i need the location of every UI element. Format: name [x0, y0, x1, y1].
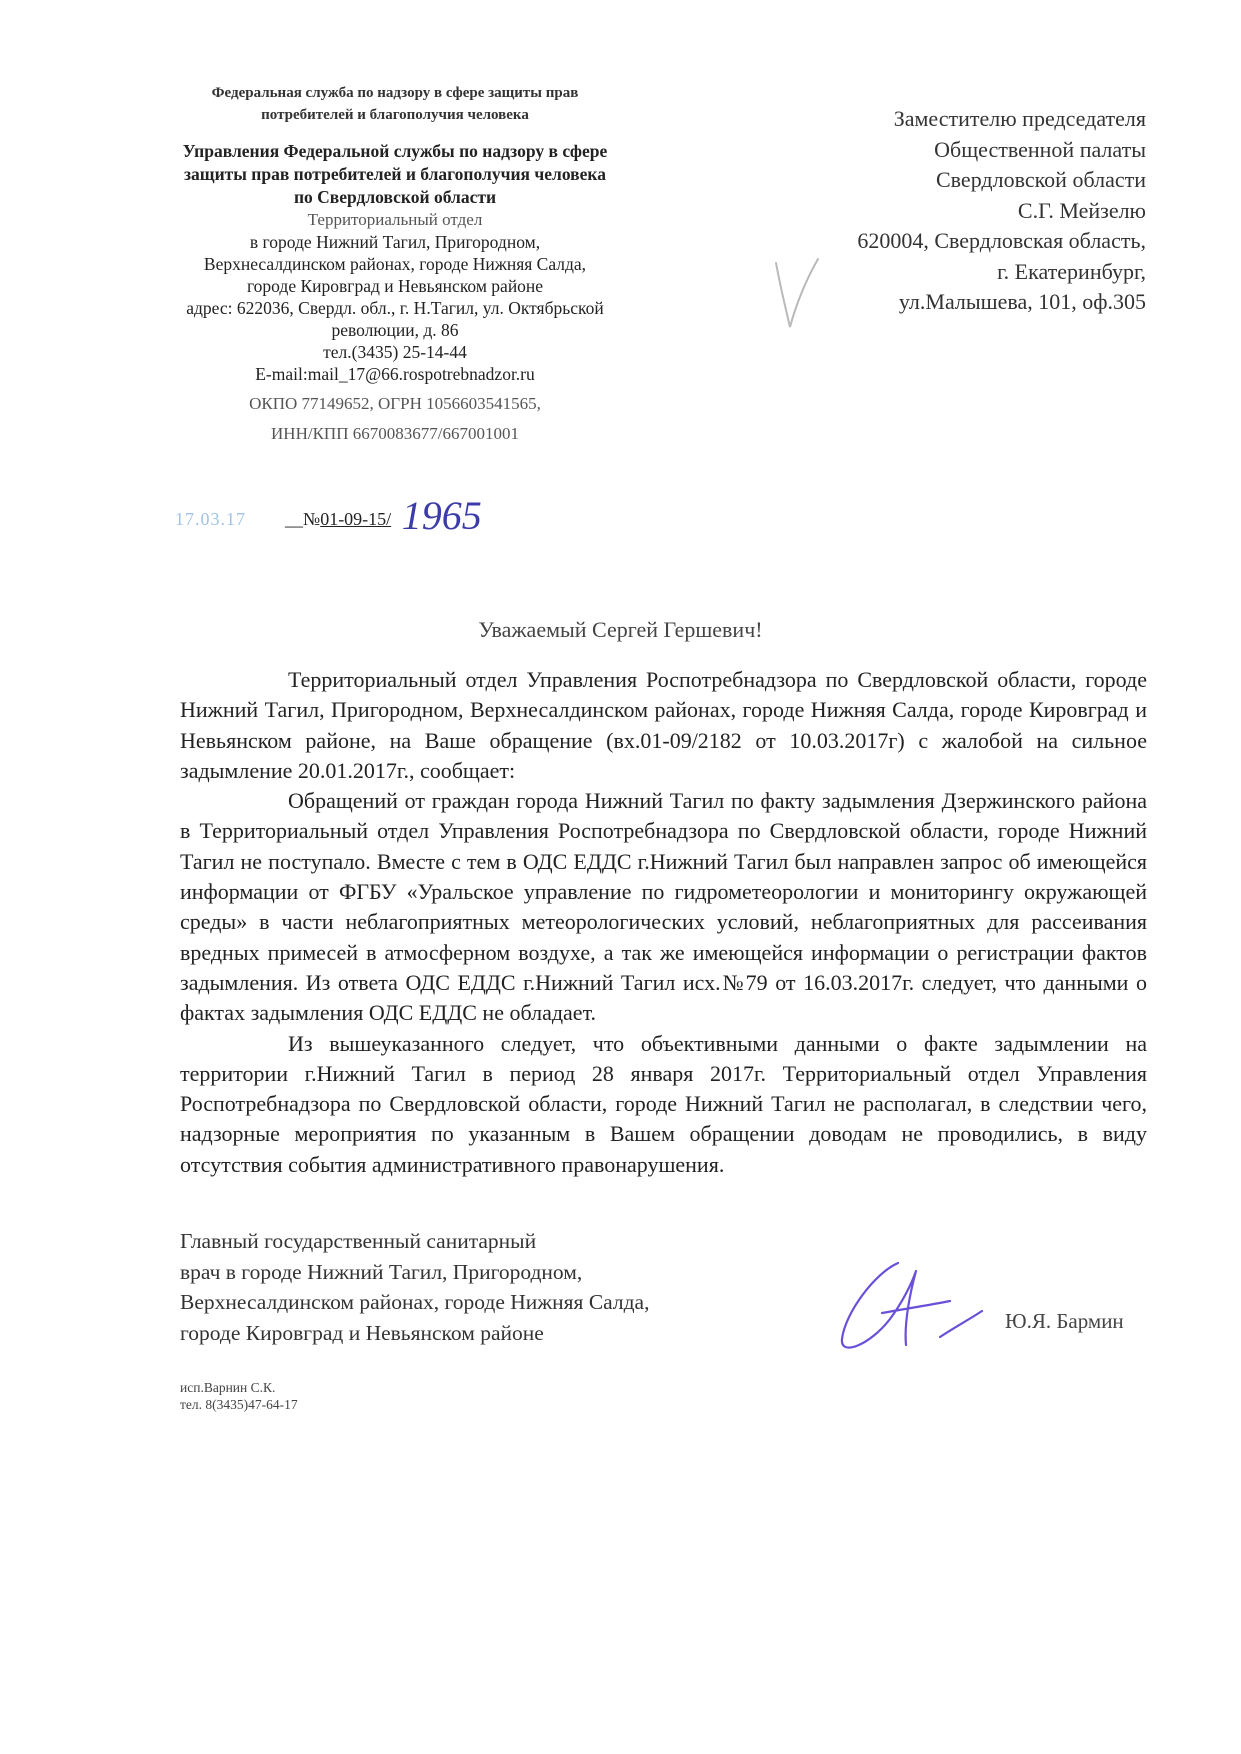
recipient-block: [857, 104, 1146, 318]
executor-info: [180, 1379, 298, 1413]
recipient-line7: ул.Малышева, 101, оф.305: [898, 289, 1146, 314]
signatory-title-line1: Главный государственный санитарный: [180, 1229, 537, 1253]
paragraph-2: Обращений от граждан города Нижний Тагил по факту задымления Дзержинского района в Территориальный отдел Управления Роспотребнадзора по Свердловской области, городе Нижний Тагил не поступало. Вместе с тем в ОДС ЕДДС г.Нижний Тагил был направлен запрос об имеющейся информации от ФГБУ «Уральское управление по гидрометеорологии и мониторингу окружающей среды» в части неблагоприятных метеорологических условий, неблагоприятных для рассеивания вредных примесей в атмосферном воздухе, а так же имеющейся информации о регистрации фактов задымления. Из ответа ОДС ЕДДС г.Нижний Тагил исх.№79 от 16.03.2017г. следует, что данными о фактах задымления ОДС ЕДДС не обладает.: [180, 788, 1147, 1026]
recipient-line5: 620004, Свердловская область,: [857, 228, 1146, 253]
phone: тел.(3435) 25-14-44: [323, 342, 467, 362]
registration-line: [175, 488, 482, 538]
okpo-ogrn: ОКПО 77149652, ОГРН 1056603541565,: [249, 394, 541, 413]
greeting: Уважаемый Сергей Гершевич!: [478, 617, 763, 642]
handwritten-number: 1965: [401, 493, 482, 538]
recipient-line4: С.Г. Мейзелю: [1017, 197, 1146, 223]
outgoing-number: 01-09-15/: [320, 509, 392, 529]
inn-kpp: ИНН/КПП 6670083677/667001001: [271, 424, 519, 443]
signer-name: Ю.Я. Бармин: [1005, 1309, 1124, 1333]
date-stamp: 17.03.17: [175, 509, 246, 529]
address-line1: адрес: 622036, Свердл. обл., г. Н.Тагил, ул. Октябрьской: [186, 298, 604, 318]
agency-name: [130, 140, 660, 209]
recipient-line3: Свердловской области: [936, 167, 1146, 192]
dept-line3: Верхнесалдинском районах, городе Нижняя Салда,: [203, 254, 587, 274]
handwritten-signature: [820, 1253, 990, 1363]
address-line2: революции, д. 86: [331, 320, 459, 340]
letter-body: [180, 665, 1147, 1180]
dept-line1: Территориальный отдел: [307, 210, 483, 229]
dept-line2: в городе Нижний Тагил, Пригородном,: [249, 232, 541, 252]
number-prefix: __№: [285, 509, 321, 529]
executor-phone: тел. 8(3435)47-64-17: [180, 1397, 298, 1412]
paragraph-3: Из вышеуказанного следует, что объективными данными о факте задымлении на территории г.Нижний Тагил в период 28 января 2017г. Территориальный отдел Управления Роспотребнадзора по Свердловской области, городе Нижний Тагил не располагал, в следствии чего, надзорные мероприятия по указанным в Вашем обращении доводам не проводились, в виду отсутствия события административного правонарушения.: [180, 1030, 1147, 1177]
signatory-title-line2: врач в городе Нижний Тагил, Пригородном,: [180, 1259, 583, 1284]
sender-block: [130, 82, 660, 445]
check-mark-icon: [772, 255, 822, 335]
paragraph-1: Территориальный отдел Управления Роспотребнадзора по Свердловской области, городе Нижний Тагил, Пригородном, Верхнесалдинском районах, городе Нижняя Салда, городе Кировград и Невьянском районе, на Ваше обращение (вх.01-09/2182 от 10.03.2017г) с жалобой на сильное задымление 20.01.2017г., сообщает:: [180, 667, 1147, 783]
signatory-title: [180, 1226, 649, 1348]
recipient-line1: Заместителю председателя: [893, 106, 1146, 131]
signatory-title-line3: Верхнесалдинском районах, городе Нижняя Салда,: [180, 1290, 650, 1314]
executor-name: исп.Варнин С.К.: [180, 1380, 276, 1395]
dept-line4: городе Кировград и Невьянском районе: [246, 276, 544, 296]
service-name-line1: Федеральная служба по надзору в сфере защиты прав: [211, 85, 579, 101]
email: E-mail:mail_17@66.rospotrebnadzor.ru: [255, 364, 535, 384]
agency-name-line1: Управления Федеральной службы по надзору в сфере: [182, 141, 608, 161]
agency-name-line2: защиты прав потребителей и благополучия человека: [184, 164, 606, 184]
agency-name-line3: по Свердловской области: [293, 187, 497, 207]
recipient-line6: г. Екатеринбург,: [997, 258, 1146, 284]
recipient-line2: Общественной палаты: [934, 136, 1146, 162]
service-name-line2: потребителей и благополучия человека: [261, 107, 529, 123]
signatory-title-line4: городе Кировград и Невьянском районе: [180, 1320, 544, 1345]
